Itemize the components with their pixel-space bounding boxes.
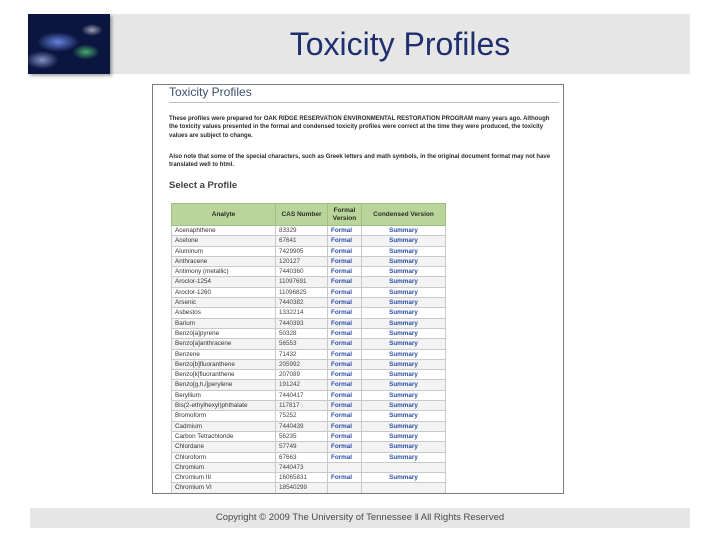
formal-link[interactable]: Formal — [328, 411, 362, 421]
formal-link[interactable]: Formal — [328, 442, 362, 452]
formal-link[interactable]: Formal — [328, 370, 362, 380]
formal-link[interactable]: Formal — [328, 339, 362, 349]
table-header-row — [172, 204, 446, 226]
cas-number-cell: 50328 — [276, 328, 328, 338]
cas-number-cell: 191242 — [276, 380, 328, 390]
formal-link — [328, 462, 362, 472]
cas-number-cell: 205992 — [276, 359, 328, 369]
summary-link[interactable]: Summary — [362, 277, 446, 287]
table-row — [172, 246, 446, 256]
copyright-notice: Copyright © 2009 The University of Tennessee ǁ All Rights Reserved — [215, 512, 505, 523]
formal-link[interactable]: Formal — [328, 287, 362, 297]
cas-number-cell: 57749 — [276, 442, 328, 452]
formal-link — [328, 483, 362, 493]
analyte-cell: Benzo[a]pyrene — [172, 328, 276, 338]
table-row — [172, 267, 446, 277]
analyte-cell: Chromium — [172, 462, 276, 472]
summary-link[interactable]: Summary — [362, 318, 446, 328]
formal-link[interactable]: Formal — [328, 349, 362, 359]
cas-number-cell: 71432 — [276, 349, 328, 359]
header-condensed-version: Condensed Version — [362, 204, 446, 226]
note-text: Also note that some of the special characters, such as Greek letters and math symbols, in the original document format may not have translated well to html. — [169, 154, 551, 169]
summary-link — [362, 483, 446, 493]
cas-number-cell: 120127 — [276, 256, 328, 266]
table-row — [172, 339, 446, 349]
summary-link[interactable]: Summary — [362, 473, 446, 483]
table-row — [172, 462, 446, 472]
analyte-cell: Anthracene — [172, 256, 276, 266]
table-row — [172, 236, 446, 246]
table-row — [172, 452, 446, 462]
analyte-cell: Carbon Tetrachloride — [172, 431, 276, 441]
select-profile-heading: Select a Profile — [169, 180, 238, 191]
table-row — [172, 287, 446, 297]
cas-number-cell: 7440417 — [276, 390, 328, 400]
cas-number-cell: 11097691 — [276, 277, 328, 287]
formal-link[interactable]: Formal — [328, 328, 362, 338]
summary-link[interactable]: Summary — [362, 349, 446, 359]
formal-link[interactable]: Formal — [328, 318, 362, 328]
table-row — [172, 277, 446, 287]
summary-link[interactable]: Summary — [362, 246, 446, 256]
table-row — [172, 421, 446, 431]
summary-link — [362, 462, 446, 472]
table-row — [172, 390, 446, 400]
cas-number-cell: 7440439 — [276, 421, 328, 431]
table-row — [172, 226, 446, 236]
cas-number-cell: 75252 — [276, 411, 328, 421]
formal-link[interactable]: Formal — [328, 390, 362, 400]
summary-link[interactable]: Summary — [362, 442, 446, 452]
cas-number-cell: 7440360 — [276, 267, 328, 277]
table-row — [172, 411, 446, 421]
intro-text-start: These profiles were prepared for — [169, 116, 264, 122]
cas-number-cell: 7440473 — [276, 462, 328, 472]
table-row — [172, 359, 446, 369]
table-row — [172, 328, 446, 338]
cas-number-cell: 56235 — [276, 431, 328, 441]
analyte-cell: Aroclor-1260 — [172, 287, 276, 297]
cas-number-cell: 83329 — [276, 226, 328, 236]
analyte-cell: Acetone — [172, 236, 276, 246]
table-row — [172, 431, 446, 441]
analyte-cell: Aluminum — [172, 246, 276, 256]
summary-link[interactable]: Summary — [362, 370, 446, 380]
table-row — [172, 483, 446, 493]
cas-number-cell: 16065831 — [276, 473, 328, 483]
summary-link[interactable]: Summary — [362, 431, 446, 441]
formal-link[interactable]: Formal — [328, 298, 362, 308]
summary-link[interactable]: Summary — [362, 256, 446, 266]
summary-link[interactable]: Summary — [362, 287, 446, 297]
formal-link[interactable]: Formal — [328, 256, 362, 266]
summary-link[interactable]: Summary — [362, 298, 446, 308]
analyte-cell: Beryllium — [172, 390, 276, 400]
formal-link[interactable]: Formal — [328, 401, 362, 411]
analyte-cell: Arsenic — [172, 298, 276, 308]
satellite-image-logo — [28, 14, 110, 74]
cas-number-cell: 117817 — [276, 401, 328, 411]
summary-link[interactable]: Summary — [362, 452, 446, 462]
analyte-cell: Bis(2-ethylhexyl)phthalate — [172, 401, 276, 411]
analyte-cell: Benzo[g,h,i]perylene — [172, 380, 276, 390]
analyte-cell: Chromium VI — [172, 483, 276, 493]
summary-link[interactable]: Summary — [362, 308, 446, 318]
analyte-cell: Antimony (metallic) — [172, 267, 276, 277]
summary-link[interactable]: Summary — [362, 421, 446, 431]
webpage-screenshot — [152, 84, 564, 494]
summary-link[interactable]: Summary — [362, 226, 446, 236]
cas-number-cell: 67663 — [276, 452, 328, 462]
analyte-cell: Aroclor-1254 — [172, 277, 276, 287]
formal-link[interactable]: Formal — [328, 431, 362, 441]
cas-number-cell: 7440393 — [276, 318, 328, 328]
table-row — [172, 318, 446, 328]
intro-text-end: many years ago. Although the toxicity values presented in the formal and condensed toxicity profiles were correct at the time they were produced, the toxicity values are subject to change. — [169, 116, 550, 139]
formal-link[interactable]: Formal — [328, 308, 362, 318]
summary-link[interactable]: Summary — [362, 339, 446, 349]
summary-link[interactable]: Summary — [362, 236, 446, 246]
table-row — [172, 380, 446, 390]
analyte-cell: Chlordane — [172, 442, 276, 452]
formal-link[interactable]: Formal — [328, 226, 362, 236]
cas-number-cell: 7440382 — [276, 298, 328, 308]
profiles-table-body — [172, 226, 446, 494]
analyte-cell: Cadmium — [172, 421, 276, 431]
table-row — [172, 256, 446, 266]
cas-number-cell: 207089 — [276, 370, 328, 380]
analyte-cell: Benzo[a]anthracene — [172, 339, 276, 349]
cas-number-cell: 1332214 — [276, 308, 328, 318]
formal-link[interactable]: Formal — [328, 473, 362, 483]
summary-link[interactable]: Summary — [362, 359, 446, 369]
analyte-cell: Asbestos — [172, 308, 276, 318]
analyte-cell: Bromoform — [172, 411, 276, 421]
table-row — [172, 401, 446, 411]
formal-link[interactable]: Formal — [328, 452, 362, 462]
analyte-cell: Chloroform — [172, 452, 276, 462]
analyte-cell: Benzo[k]fluoranthene — [172, 370, 276, 380]
heading-divider — [169, 102, 559, 103]
cas-number-cell: 7429905 — [276, 246, 328, 256]
table-row — [172, 370, 446, 380]
program-name: OAK RIDGE RESERVATION ENVIRONMENTAL RESTORATION PROGRAM — [263, 116, 473, 122]
analyte-cell: Benzene — [172, 349, 276, 359]
analyte-cell: Benzo[b]fluoranthene — [172, 359, 276, 369]
analyte-cell: Acenaphthene — [172, 226, 276, 236]
cas-number-cell: 18540299 — [276, 483, 328, 493]
table-row — [172, 298, 446, 308]
cas-number-cell: 56553 — [276, 339, 328, 349]
special-characters-note — [169, 153, 559, 170]
page-heading: Toxicity Profiles — [169, 85, 252, 99]
cas-number-cell: 11096825 — [276, 287, 328, 297]
cas-number-cell: 67641 — [276, 236, 328, 246]
summary-link[interactable]: Summary — [362, 411, 446, 421]
formal-link[interactable]: Formal — [328, 246, 362, 256]
analyte-cell: Chromium III — [172, 473, 276, 483]
formal-link[interactable]: Formal — [328, 236, 362, 246]
formal-link[interactable]: Formal — [328, 277, 362, 287]
formal-link[interactable]: Formal — [328, 359, 362, 369]
summary-link[interactable]: Summary — [362, 328, 446, 338]
header-cas-number: CAS Number — [276, 204, 328, 226]
analyte-cell: Barium — [172, 318, 276, 328]
formal-link[interactable]: Formal — [328, 380, 362, 390]
formal-link[interactable]: Formal — [328, 267, 362, 277]
formal-link[interactable]: Formal — [328, 421, 362, 431]
table-row — [172, 308, 446, 318]
table-row — [172, 473, 446, 483]
intro-paragraph — [169, 115, 559, 140]
profiles-table — [171, 203, 446, 494]
slide-title: Toxicity Profiles — [289, 26, 511, 62]
summary-link[interactable]: Summary — [362, 267, 446, 277]
summary-link[interactable]: Summary — [362, 390, 446, 400]
table-row — [172, 442, 446, 452]
summary-link[interactable]: Summary — [362, 401, 446, 411]
summary-link[interactable]: Summary — [362, 380, 446, 390]
table-row — [172, 349, 446, 359]
header-analyte: Analyte — [172, 204, 276, 226]
header-formal-version: Formal Version — [328, 204, 362, 226]
